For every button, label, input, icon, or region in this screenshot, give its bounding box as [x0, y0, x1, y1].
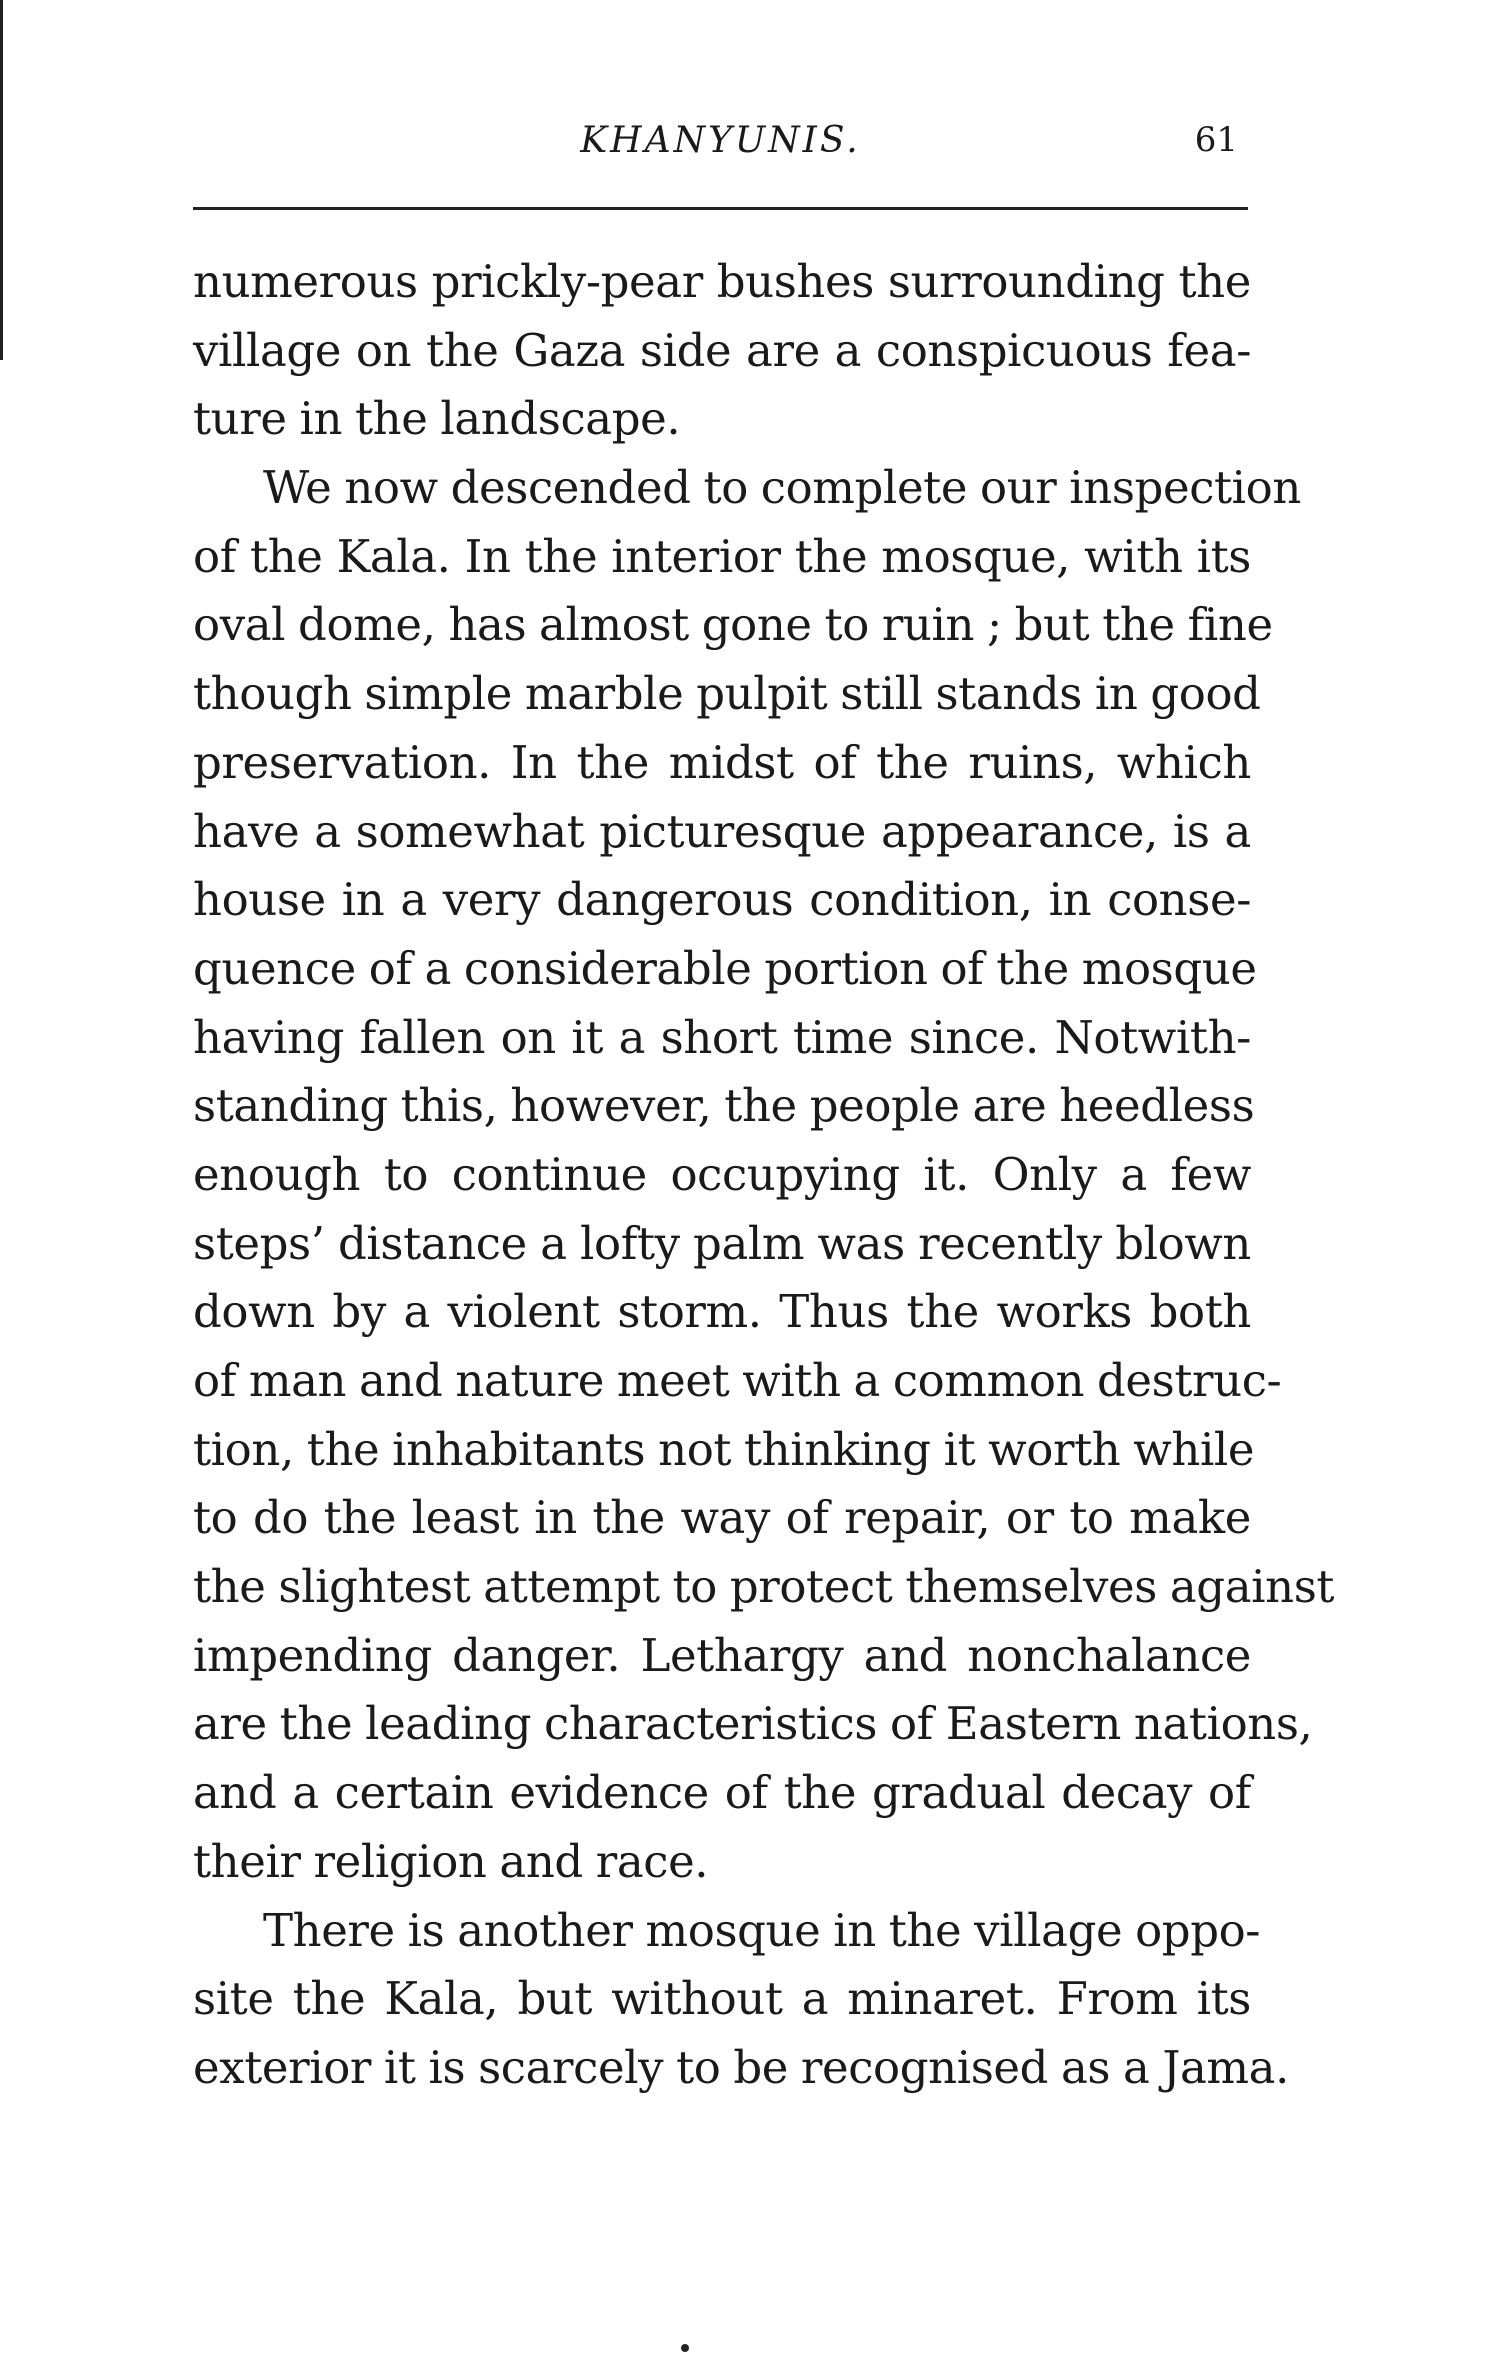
text-line: to do the least in the way of repair, or to make: [193, 1491, 1251, 1545]
text-line: exterior it is scarcely to be recognised as a Jama.: [193, 2040, 1289, 2094]
paragraph-2: [193, 454, 1335, 1896]
signature-dot-mark: [681, 2344, 689, 2352]
text-line: numerous prickly-pear bushes surrounding the: [193, 255, 1251, 308]
running-title: KHANYUNIS.: [580, 120, 861, 161]
text-line: standing this, however, the people are heedless: [193, 1079, 1255, 1133]
page-number: 61: [1194, 120, 1238, 160]
text-line: enough to continue occupying it. Only a few: [193, 1147, 1251, 1201]
text-line: impending danger. Lethargy and nonchalance: [193, 1628, 1251, 1682]
text-line: and a certain evidence of the gradual decay of: [193, 1766, 1251, 1820]
text-line: preservation. In the midst of the ruins, which: [193, 735, 1251, 789]
text-line: of man and nature meet with a common destruc-: [193, 1354, 1282, 1407]
text-line: have a somewhat picturesque appearance, is a: [193, 804, 1251, 858]
text-line: site the Kala, but without a minaret. From its: [193, 1972, 1251, 2026]
text-line: house in a very dangerous condition, in conse-: [193, 873, 1251, 927]
text-line: down by a violent storm. Thus the works both: [193, 1285, 1251, 1339]
paragraph-3: [193, 1897, 1289, 2103]
text-line: having fallen on it a short time since. Notwith-: [193, 1010, 1251, 1064]
page-edge-line: [0, 0, 3, 360]
text-line: of the Kala. In the interior the mosque, with its: [193, 529, 1251, 583]
text-line: village on the Gaza side are a conspicuous fea-: [193, 323, 1251, 377]
body-text: [193, 248, 1335, 2103]
text-line: There is another mosque in the village oppo-: [263, 1903, 1261, 1957]
text-line: steps’ distance a lofty palm was recently blown: [193, 1216, 1251, 1270]
text-line: are the leading characteristics of Eastern nations,: [193, 1697, 1313, 1751]
text-line: ture in the landscape.: [193, 392, 681, 446]
paragraph-1: [193, 248, 1251, 454]
page-header: [193, 120, 1248, 180]
header-rule: [193, 207, 1248, 210]
text-line: the slightest attempt to protect themselves against: [193, 1560, 1335, 1614]
text-line: their religion and race.: [193, 1834, 709, 1888]
text-line: oval dome, has almost gone to ruin ; but the fine: [193, 598, 1273, 652]
text-line: though simple marble pulpit still stands in good: [193, 667, 1261, 721]
text-line: We now descended to complete our inspection: [263, 461, 1301, 515]
text-line: quence of a considerable portion of the mosque: [193, 941, 1257, 995]
text-line: tion, the inhabitants not thinking it worth while: [193, 1422, 1255, 1476]
